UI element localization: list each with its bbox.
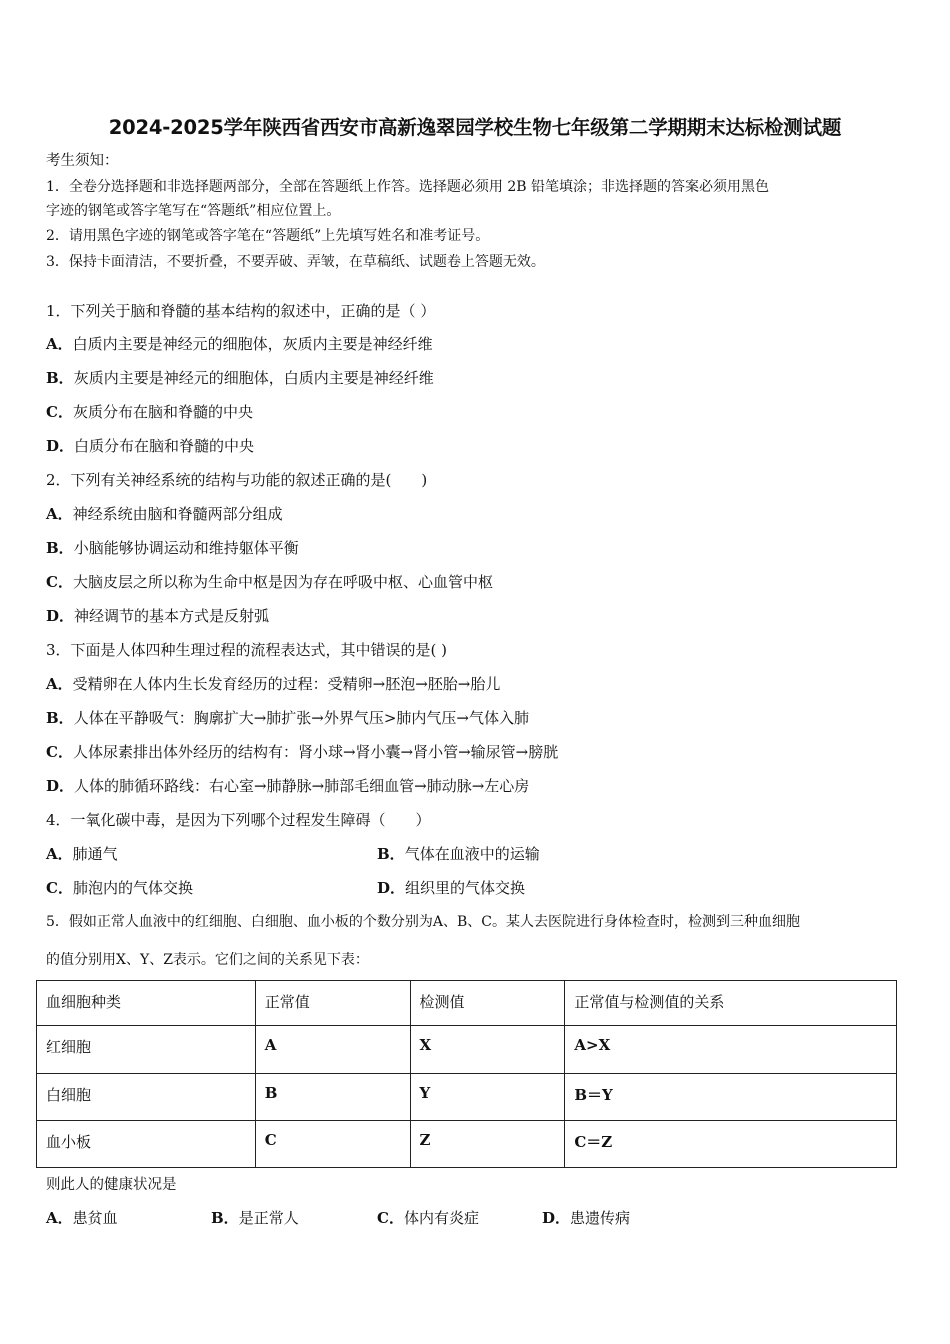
notice-item-3: 3．保持卡面清洁，不要折叠，不要弄破、弄皱，在草稿纸、试题卷上答题无效。 xyxy=(46,254,545,270)
question-4-option-a[interactable]: A．肺通气 xyxy=(46,845,118,863)
notice-item-1-line-2: 字迹的钢笔或答字笔写在“答题纸”相应位置上。 xyxy=(46,203,341,219)
question-4-option-c[interactable]: C．肺泡内的气体交换 xyxy=(46,879,193,897)
table-cell: C＝Z xyxy=(565,1121,897,1168)
blood-cell-table xyxy=(36,980,897,1168)
question-5-stem-line-1: 5．假如正常人血液中的红细胞、白细胞、血小板的个数分别为A、B、C。某人去医院进行身体检查时，检测到三种血细胞 xyxy=(46,914,801,930)
question-2-option-a[interactable]: A．神经系统由脑和脊髓两部分组成 xyxy=(46,505,283,523)
question-4-option-d[interactable]: D．组织里的气体交换 xyxy=(377,879,526,897)
table-cell: A>X xyxy=(565,1026,897,1074)
question-1-option-a[interactable]: A．白质内主要是神经元的细胞体，灰质内主要是神经纤维 xyxy=(46,335,433,353)
notice-item-2: 2．请用黑色字迹的钢笔或答字笔在“答题纸”上先填写姓名和准考证号。 xyxy=(46,228,490,244)
question-1-stem: 1．下列关于脑和脊髓的基本结构的叙述中，正确的是（ ） xyxy=(46,302,436,320)
table-cell: Y xyxy=(410,1074,565,1121)
table-cell: A xyxy=(255,1026,410,1074)
question-5-option-b[interactable]: B．是正常人 xyxy=(211,1209,299,1227)
table-cell: B＝Y xyxy=(565,1074,897,1121)
question-3-option-d[interactable]: D．人体的肺循环路线：右心室→肺静脉→肺部毛细血管→肺动脉→左心房 xyxy=(46,777,530,795)
table-header-cell: 正常值 xyxy=(255,981,410,1026)
table-row xyxy=(37,1074,897,1121)
table-cell: X xyxy=(410,1026,565,1074)
notice-heading: 考生须知： xyxy=(46,153,119,169)
question-3-stem: 3．下面是人体四种生理过程的流程表达式，其中错误的是( ) xyxy=(46,641,448,659)
table-header-cell: 检测值 xyxy=(410,981,565,1026)
table-cell: 白细胞 xyxy=(37,1074,256,1121)
question-3-option-a[interactable]: A．受精卵在人体内生长发育经历的过程：受精卵→胚泡→胚胎→胎儿 xyxy=(46,675,501,693)
table-cell: B xyxy=(255,1074,410,1121)
question-1-option-d[interactable]: D．白质分布在脑和脊髓的中央 xyxy=(46,437,255,455)
table-header-cell: 血细胞种类 xyxy=(37,981,256,1026)
question-1-option-b[interactable]: B．灰质内主要是神经元的细胞体，白质内主要是神经纤维 xyxy=(46,369,434,387)
question-5-option-c[interactable]: C．体内有炎症 xyxy=(377,1209,479,1227)
table-cell: 红细胞 xyxy=(37,1026,256,1074)
question-5-option-d[interactable]: D．患遗传病 xyxy=(542,1209,631,1227)
table-cell: 血小板 xyxy=(37,1121,256,1168)
question-3-option-c[interactable]: C．人体尿素排出体外经历的结构有：肾小球→肾小囊→肾小管→输尿管→膀胱 xyxy=(46,743,559,761)
table-row xyxy=(37,1121,897,1168)
question-2-stem: 2．下列有关神经系统的结构与功能的叙述正确的是( ) xyxy=(46,471,428,489)
question-4-option-b[interactable]: B．气体在血液中的运输 xyxy=(377,845,540,863)
question-5-after-table: 则此人的健康状况是 xyxy=(46,1177,177,1193)
notice-item-1-line-1: 1．全卷分选择题和非选择题两部分，全部在答题纸上作答。选择题必须用 2B 铅笔填涂；非选择题的答案必须用黑色 xyxy=(46,179,769,195)
question-2-option-b[interactable]: B．小脑能够协调运动和维持躯体平衡 xyxy=(46,539,299,557)
page-title: 2024-2025学年陕西省西安市高新逸翠园学校生物七年级第二学期期末达标检测试题 xyxy=(108,116,842,139)
question-2-option-c[interactable]: C．大脑皮层之所以称为生命中枢是因为存在呼吸中枢、心血管中枢 xyxy=(46,573,493,591)
table-row xyxy=(37,1026,897,1074)
question-2-option-d[interactable]: D．神经调节的基本方式是反射弧 xyxy=(46,607,270,625)
table-header-cell: 正常值与检测值的关系 xyxy=(565,981,897,1026)
table-cell: Z xyxy=(410,1121,565,1168)
question-5-option-a[interactable]: A．患贫血 xyxy=(46,1209,118,1227)
table-header-row xyxy=(37,981,897,1026)
table-cell: C xyxy=(255,1121,410,1168)
question-3-option-b[interactable]: B．人体在平静吸气：胸廓扩大→肺扩张→外界气压>肺内气压→气体入肺 xyxy=(46,709,529,727)
question-4-stem: 4．一氧化碳中毒，是因为下列哪个过程发生障碍（ ） xyxy=(46,811,431,829)
question-1-option-c[interactable]: C．灰质分布在脑和脊髓的中央 xyxy=(46,403,253,421)
question-5-stem-line-2: 的值分别用X、Y、Z表示。它们之间的关系见下表： xyxy=(46,952,369,968)
